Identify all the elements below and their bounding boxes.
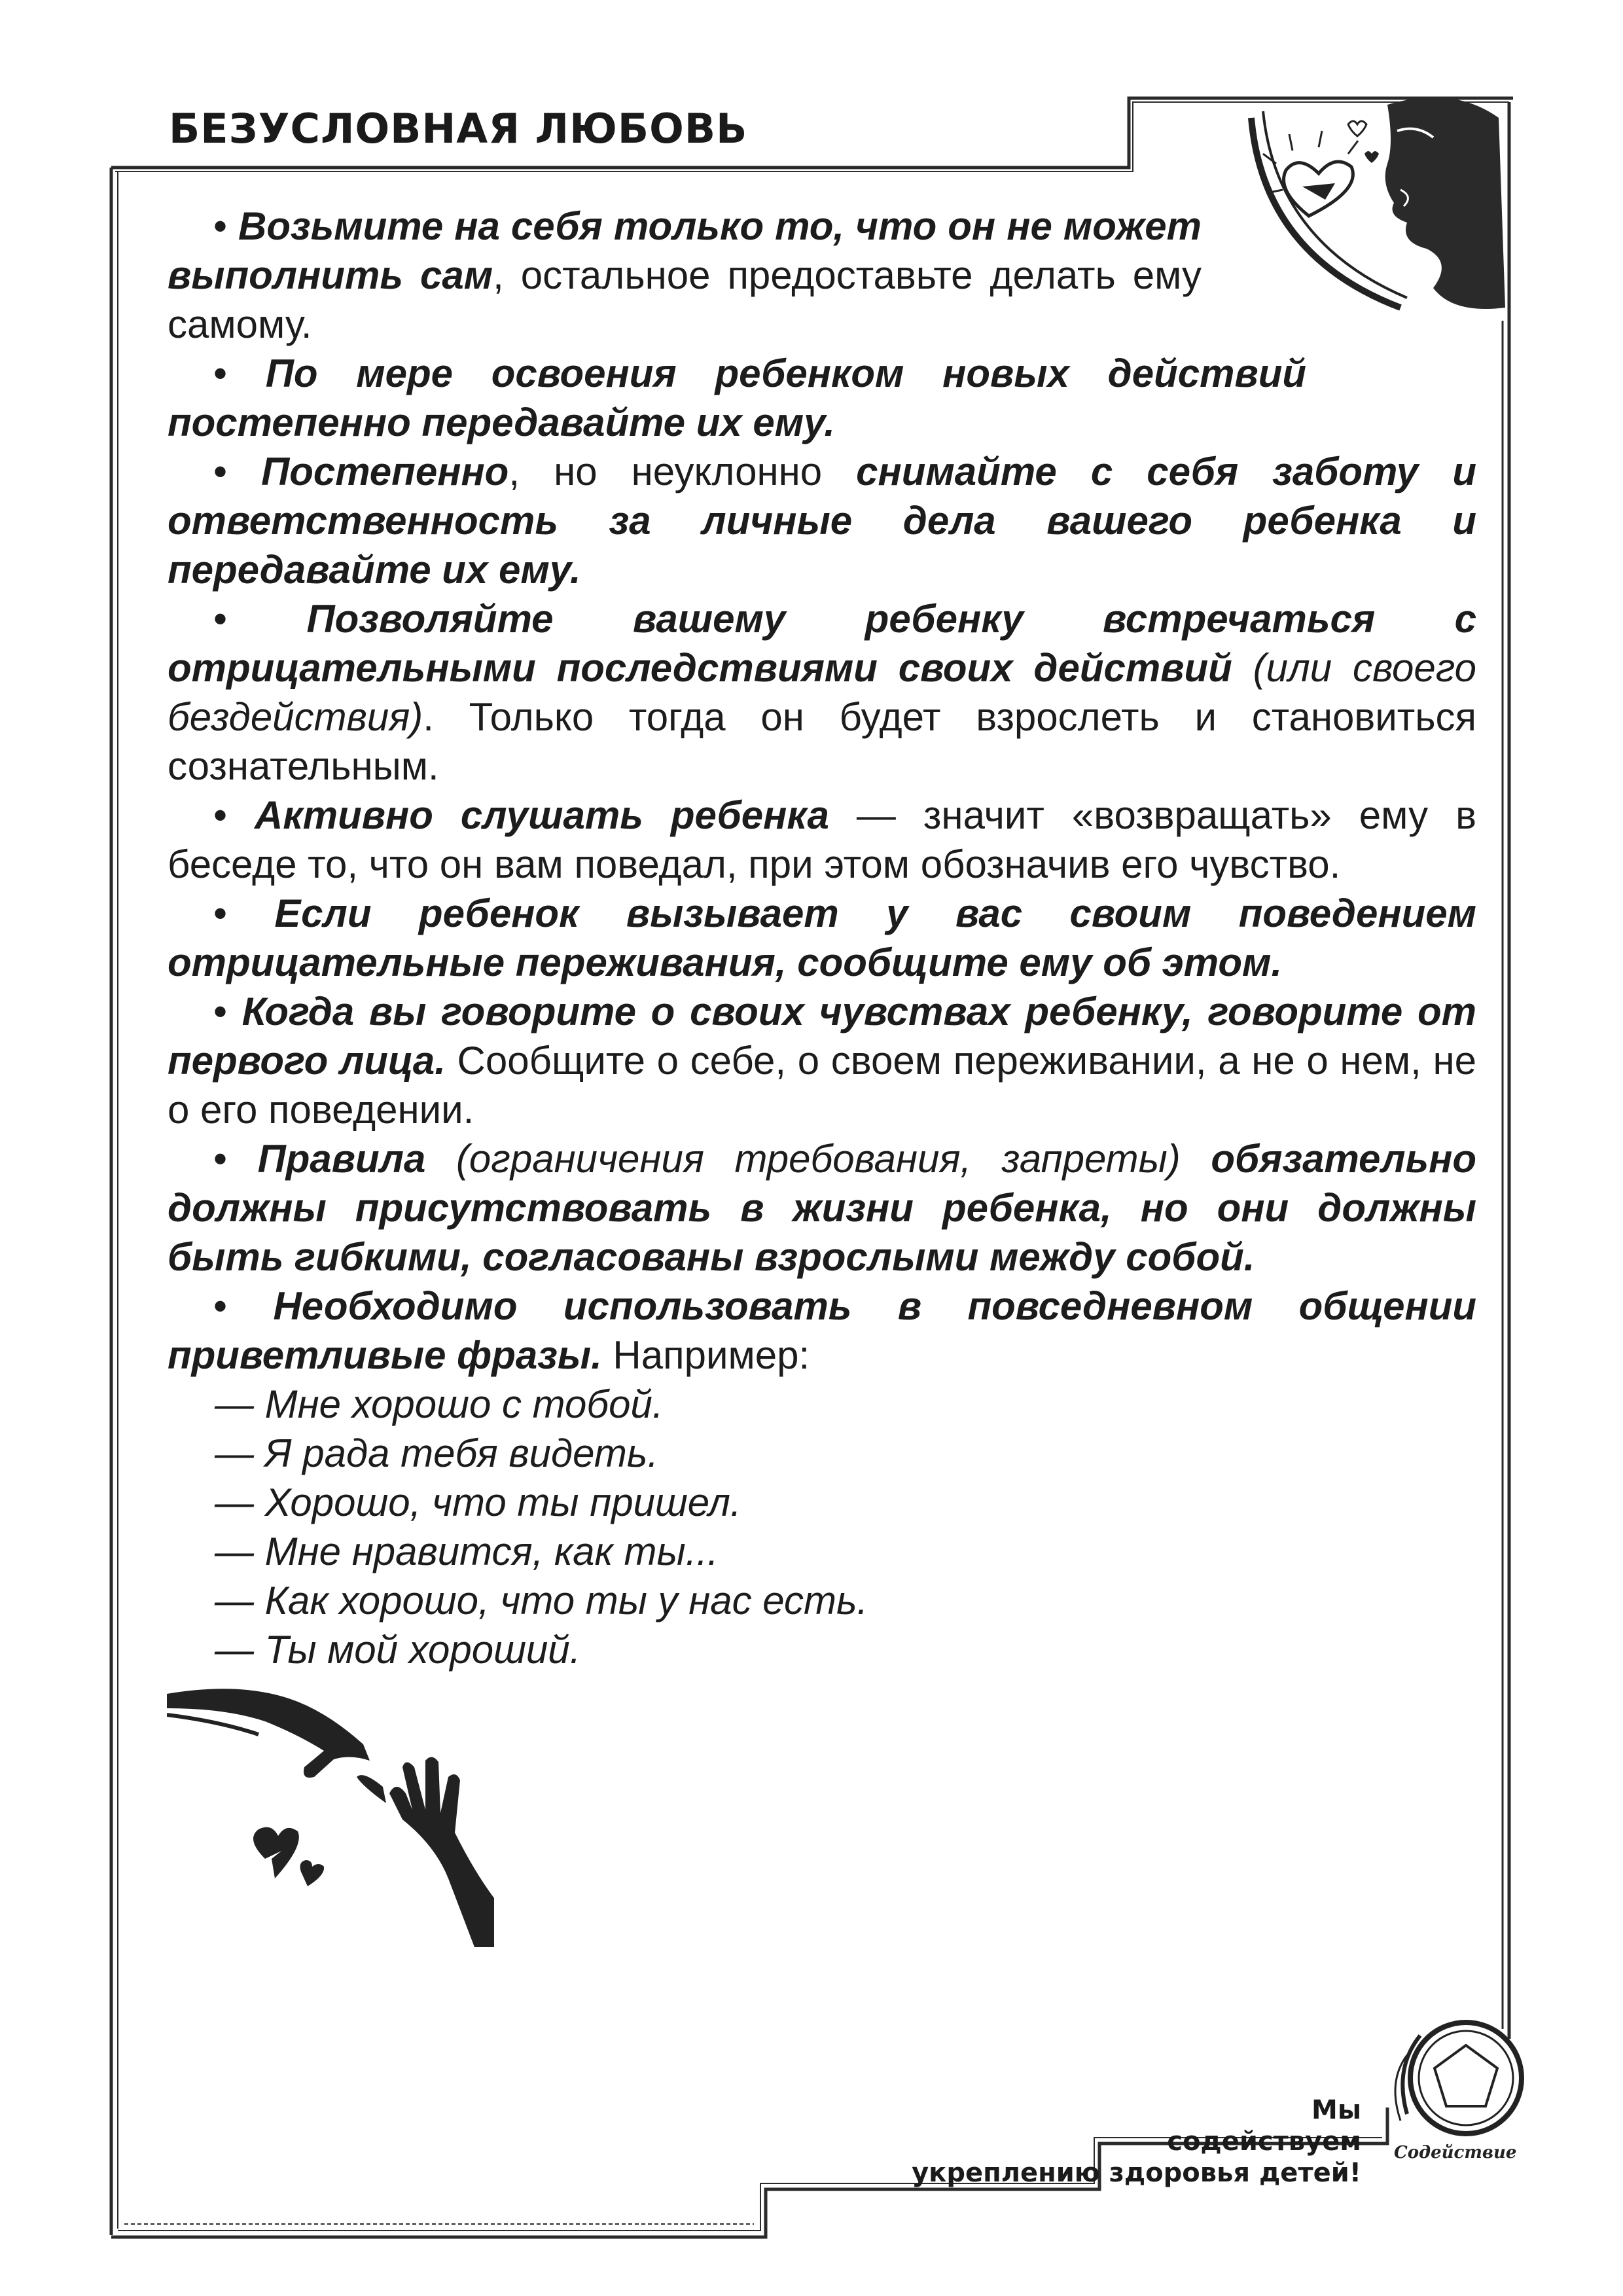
- italic-text: (или своего бездействия): [168, 646, 1476, 739]
- text: — значит «возвращать» ему в беседе то, что он вам поведал, при этом обозначив его чувство.: [168, 793, 1476, 886]
- slogan-line: Мы: [1311, 2095, 1361, 2125]
- italic-text: (ограничения требования, запреты): [425, 1137, 1211, 1181]
- paragraph-9: [168, 1282, 1476, 1380]
- text: , но неуклонно: [508, 450, 857, 493]
- bullet: •: [213, 597, 307, 641]
- paragraph-6: [168, 889, 1476, 987]
- text: Например:: [601, 1333, 810, 1377]
- emphasis: Если ребенок вызывает у вас своим поведением отрицательные переживания, сообщите ему об этом.: [168, 891, 1476, 984]
- bullet: •: [213, 1284, 274, 1328]
- paragraph-7: [168, 987, 1476, 1134]
- emphasis: Когда вы говорите о своих чувствах ребенку, говорите от первого лица.: [168, 990, 1476, 1083]
- page-title: БЕЗУСЛОВНАЯ ЛЮБОВЬ: [169, 105, 748, 152]
- bullet: •: [213, 204, 239, 248]
- text: . Только тогда он будет взрослеть и становиться сознательным.: [168, 695, 1476, 788]
- logo-caption: Содействие: [1394, 2143, 1517, 2162]
- paragraph-5: [168, 791, 1476, 889]
- bullet: •: [213, 450, 262, 493]
- broken-heart-icon: [253, 1827, 324, 1886]
- emphasis: Позволяйте вашему ребенку встречаться с отрицательными последствиями своих действий: [168, 597, 1476, 690]
- paragraph-4: [168, 594, 1476, 791]
- emphasis: Возьмите на себя только то, что он не может выполнить сам: [168, 204, 1202, 297]
- paragraph-2: [168, 349, 1306, 447]
- phrase-item: — Как хорошо, что ты у нас есть.: [215, 1579, 868, 1623]
- emphasis: По мере освоения ребенком новых действий постепенно передавайте их ему.: [168, 351, 1306, 444]
- slogan-line: укреплению здоровья детей!: [912, 2158, 1361, 2188]
- emphasis: снимайте с себя заботу и ответственность за личные дела вашего ребенка и передавайте их ему.: [168, 450, 1476, 592]
- paragraph-8: [168, 1134, 1476, 1282]
- text: Сообщите о себе, о своем переживании, а не о нем, не о его поведении.: [168, 1039, 1476, 1132]
- emphasis: Необходимо использовать в повседневном общении приветливые фразы.: [168, 1284, 1476, 1377]
- text: , остальное предоставьте делать ему самому.: [168, 253, 1202, 346]
- emphasis: Правила: [257, 1137, 426, 1181]
- bullet: •: [213, 351, 266, 395]
- phrase-item: — Мне хорошо с тобой.: [215, 1382, 664, 1426]
- footer-slogan: [912, 2094, 1361, 2189]
- slogan-line: содействуем: [1167, 2126, 1361, 2157]
- main-text: [168, 202, 1476, 1674]
- bullet: •: [213, 1137, 258, 1181]
- phrase-item: — Ты мой хороший.: [215, 1628, 581, 1672]
- phrase-item: — Хорошо, что ты пришел.: [215, 1480, 741, 1524]
- sodeystvie-logo: [1381, 2016, 1531, 2147]
- reaching-hands-illustration: [167, 1682, 494, 1950]
- phrase-item: — Я рада тебя видеть.: [215, 1431, 659, 1475]
- bullet: •: [213, 990, 242, 1033]
- emphasis: Постепенно: [261, 450, 509, 493]
- bullet: •: [213, 793, 255, 837]
- paragraph-1: [168, 202, 1202, 349]
- phrase-item: — Мне нравится, как ты...: [215, 1530, 719, 1573]
- phrase-list: [168, 1380, 1476, 1674]
- emphasis: Активно слушать ребенка: [255, 793, 829, 837]
- paragraph-3: [168, 447, 1476, 594]
- emphasis: обязательно должны присутствовать в жизни ребенка, но они должны быть гибкими, согласованы взрослыми между собой.: [168, 1137, 1476, 1279]
- bullet: •: [213, 891, 275, 935]
